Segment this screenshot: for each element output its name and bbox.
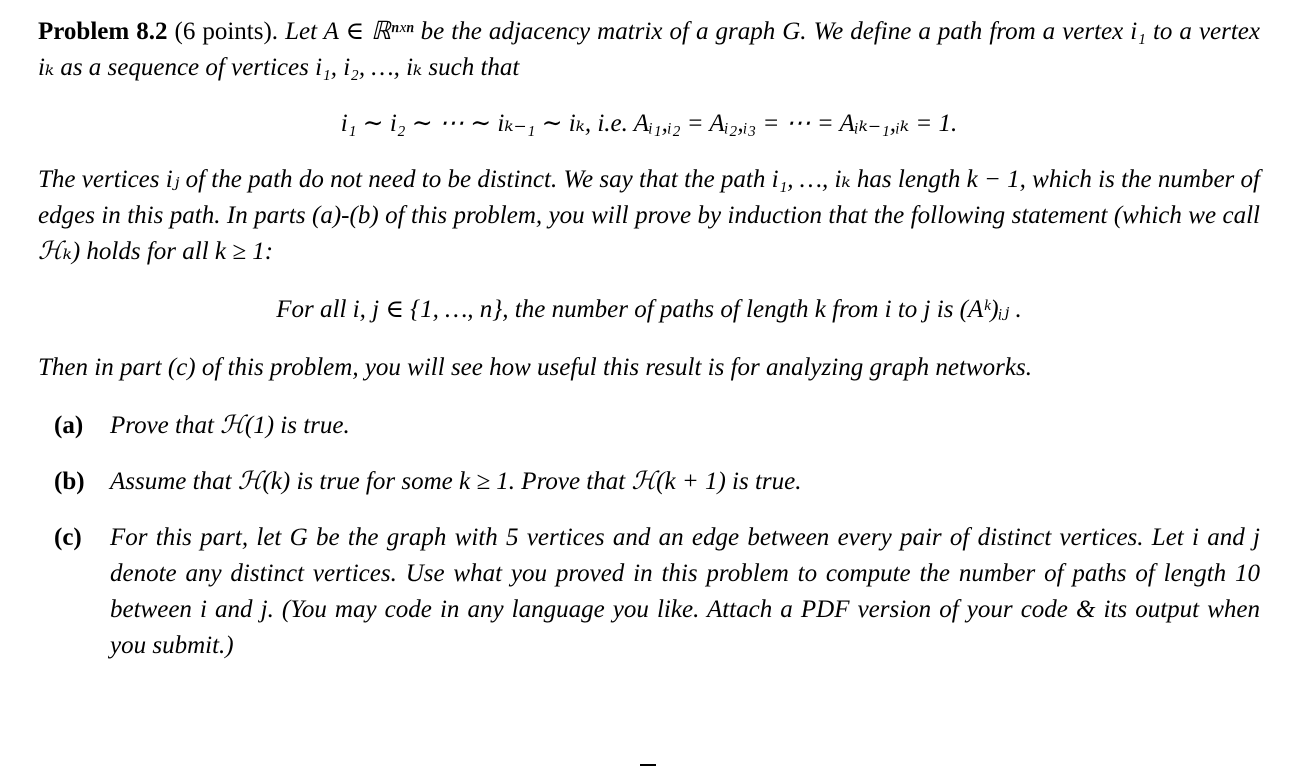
- part-b: [38, 464, 1260, 500]
- path-definition-equation: i₁ ∼ i₂ ∼ ⋯ ∼ iₖ₋₁ ∼ iₖ, i.e. Aᵢ₁,ᵢ₂ = Aᵢ₂,ᵢ₃ = ⋯ = Aᵢₖ₋₁,ᵢₖ = 1.: [340, 110, 958, 137]
- page-number-mark: [640, 764, 656, 766]
- problem-heading: Problem 8.2: [38, 18, 168, 45]
- problem-intro-text: Let A ∈ ℝⁿˣⁿ be the adjacency matrix of a graph G. We define a path from a vertex i₁ to a vertex iₖ as a sequence of vertices i₁, i₂, …, iₖ such that: [38, 18, 1261, 81]
- part-c-preview-paragraph: Then in part (c) of this problem, you will see how useful this result is for analyzing graph networks.: [38, 354, 1032, 381]
- part-c: [38, 520, 1260, 664]
- part-a-label: (a): [54, 412, 84, 439]
- part-a-text: Prove that ℋ(1) is true.: [110, 412, 350, 439]
- induction-statement: For all i, j ∈ {1, …, n}, the number of paths of length k from i to j is (Aᵏ)ᵢⱼ .: [276, 296, 1022, 323]
- part-b-label: (b): [54, 468, 85, 495]
- part-c-text: For this part, let G be the graph with 5 vertices and an edge between every pair of distinct vertices. Let i and j denote any distinct vertices. Use what you proved in this problem to compute the number of paths of length 10 between i and j. (You may code in any language you like. Attach a PDF version of your code & its output when you submit.): [110, 524, 1260, 659]
- part-b-text: Assume that ℋ(k) is true for some k ≥ 1. Prove that ℋ(k + 1) is true.: [110, 468, 802, 495]
- problem-points: (6 points).: [174, 18, 279, 45]
- problem-intro-paragraph: [38, 14, 1260, 86]
- problem-parts-list: [38, 408, 1260, 664]
- path-length-paragraph: The vertices iⱼ of the path do not need to be distinct. We say that the path i₁, …, iₖ has length k − 1, which is the number of edges in this path. In parts (a)-(b) of this problem, you will prove by induction that the following statement (which we call ℋₖ) holds for all k ≥ 1:: [38, 166, 1260, 265]
- part-c-label: (c): [54, 524, 82, 551]
- problem-page: [38, 14, 1260, 684]
- part-a: [38, 408, 1260, 444]
